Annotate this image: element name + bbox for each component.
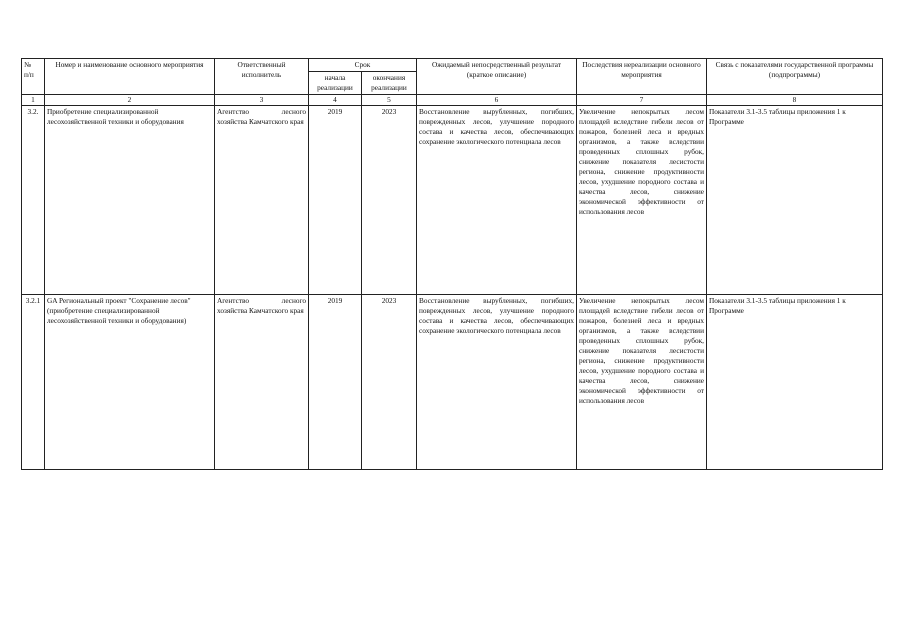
column-number: 1	[22, 95, 45, 106]
column-number: 7	[577, 95, 707, 106]
column-number: 3	[215, 95, 309, 106]
measures-table	[21, 58, 883, 470]
header-end: окончания реализации	[362, 72, 417, 95]
row-start: 2019	[309, 106, 362, 295]
header-row	[22, 59, 883, 72]
column-number: 8	[707, 95, 883, 106]
column-numbers-row	[22, 95, 883, 106]
header-responsible: Ответственный исполнитель	[215, 59, 309, 95]
row-num: 3.2.	[22, 106, 45, 295]
header-start: начала реализации	[309, 72, 362, 95]
column-number: 6	[417, 95, 577, 106]
header-num: № п/п	[22, 59, 45, 95]
row-consequences: Увеличение непокрытых лесом площадей вследствие гибели лесов от пожаров, болезней леса и вредных организмов, а также вследствии проведенных сплошных рубок, снижение показателя лесистости региона, снижение продуктивности лесов, ухудшение породного состава и качества лесов, снижение экономической эффективности от использования лесов	[577, 295, 707, 470]
row-responsible: Агентство лесного хозяйства Камчатского края	[215, 106, 309, 295]
row-end: 2023	[362, 295, 417, 470]
row-end: 2023	[362, 106, 417, 295]
row-responsible: Агентство лесного хозяйства Камчатского края	[215, 295, 309, 470]
table-row	[22, 295, 883, 470]
header-expected: Ожидаемый непосредственный результат (краткое описание)	[417, 59, 577, 95]
column-number: 4	[309, 95, 362, 106]
table-row	[22, 106, 883, 295]
row-link: Показатели 3.1-3.5 таблицы приложения 1 к Программе	[707, 295, 883, 470]
row-consequences: Увеличение непокрытых лесом площадей вследствие гибели лесов от пожаров, болезней леса и вредных организмов, а также вследствии проведенных сплошных рубок, снижение показателя лесистости региона, снижение продуктивности лесов, ухудшение породного состава и качества лесов, снижение экономической эффективности от использования лесов	[577, 106, 707, 295]
row-start: 2019	[309, 295, 362, 470]
column-number: 5	[362, 95, 417, 106]
row-link: Показатели 3.1-3.5 таблицы приложения 1 к Программе	[707, 106, 883, 295]
column-number: 2	[45, 95, 215, 106]
row-expected: Восстановление вырубленных, погибших, поврежденных лесов, улучшение породного состава и качества лесов, обеспечивающих сохранение экологического потенциала лесов	[417, 106, 577, 295]
row-expected: Восстановление вырубленных, погибших, поврежденных лесов, улучшение породного состава и качества лесов, обеспечивающих сохранение экологического потенциала лесов	[417, 295, 577, 470]
header-name: Номер и наименование основного мероприятия	[45, 59, 215, 95]
row-name: Приобретение специализированной лесохозяйственной техники и оборудования	[45, 106, 215, 295]
row-num: 3.2.1	[22, 295, 45, 470]
header-consequences: Последствия нереализации основного мероприятия	[577, 59, 707, 95]
header-link: Связь с показателями государственной программы (подпрограммы)	[707, 59, 883, 95]
header-term: Срок	[309, 59, 417, 72]
row-name: GA Региональный проект "Сохранение лесов" (приобретение специализированной лесохозяйственной техники и оборудования)	[45, 295, 215, 470]
